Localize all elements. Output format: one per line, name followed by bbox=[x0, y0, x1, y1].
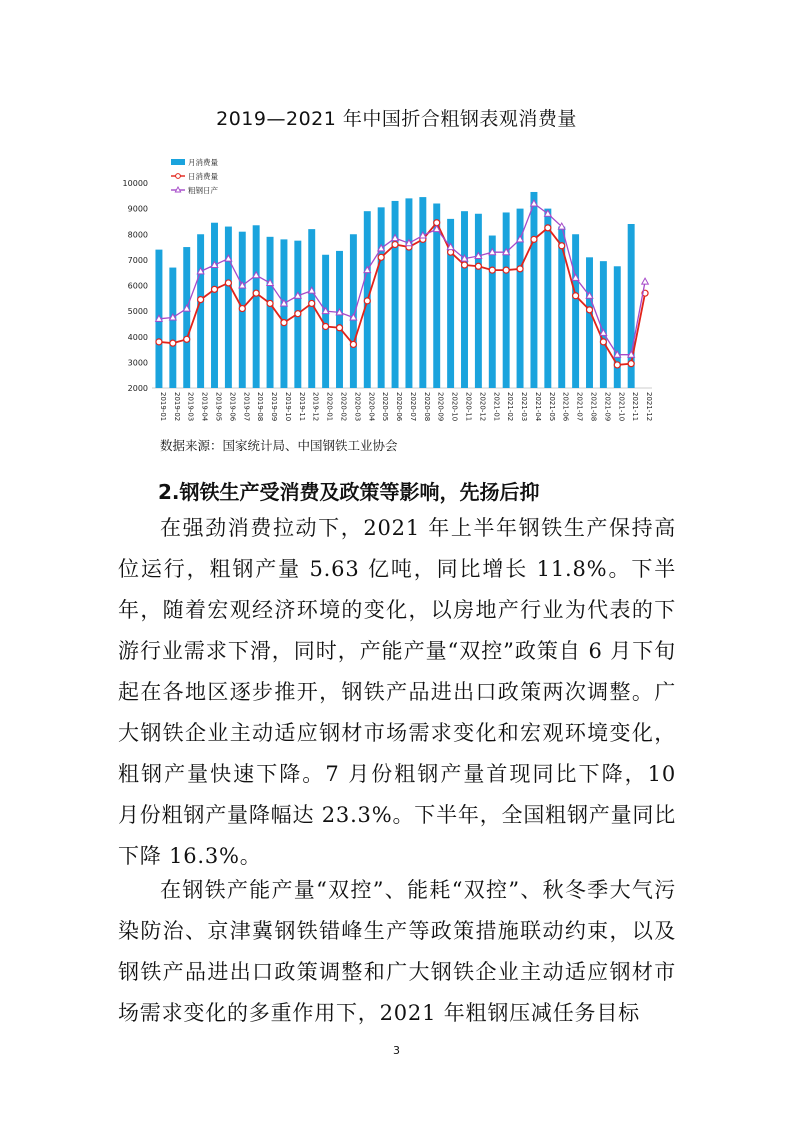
y-tick-label: 3000 bbox=[127, 358, 148, 368]
x-tick-label: 2019-09 bbox=[270, 392, 279, 422]
point bbox=[573, 293, 579, 299]
legend-label: 日消费量 bbox=[188, 172, 218, 181]
point bbox=[517, 266, 523, 272]
point bbox=[559, 243, 565, 249]
point bbox=[198, 297, 204, 303]
bar bbox=[169, 268, 176, 388]
point bbox=[392, 242, 398, 248]
x-tick-label: 2021-01 bbox=[492, 392, 501, 422]
point bbox=[337, 325, 343, 331]
point bbox=[545, 225, 551, 231]
x-tick-label: 2020-10 bbox=[450, 392, 459, 422]
point bbox=[642, 278, 649, 284]
chart-title: 2019—2021 年中国折合粗钢表观消费量 bbox=[216, 108, 577, 130]
x-tick-label: 2021-07 bbox=[575, 392, 584, 422]
consumption-chart bbox=[122, 150, 658, 430]
point bbox=[239, 306, 245, 312]
point bbox=[378, 254, 384, 260]
x-tick-label: 2021-06 bbox=[561, 392, 570, 422]
bar bbox=[475, 214, 482, 388]
y-tick-label: 2000 bbox=[127, 384, 148, 393]
point bbox=[448, 249, 454, 255]
x-tick-label: 2019-11 bbox=[297, 392, 306, 422]
x-tick-label: 2021-12 bbox=[645, 392, 654, 422]
point bbox=[281, 320, 287, 326]
x-tick-label: 2019-01 bbox=[158, 392, 167, 422]
x-tick-label: 2020-08 bbox=[422, 392, 431, 422]
x-tick-label: 2020-02 bbox=[339, 392, 348, 422]
point bbox=[531, 236, 537, 242]
y-tick-label: 5000 bbox=[127, 307, 148, 317]
x-tick-label: 2021-11 bbox=[631, 392, 640, 422]
point bbox=[462, 262, 468, 268]
point bbox=[364, 298, 370, 304]
x-tick-label: 2020-04 bbox=[367, 392, 376, 422]
point bbox=[600, 339, 606, 345]
x-tick-label: 2021-05 bbox=[547, 392, 556, 422]
point bbox=[628, 361, 634, 367]
bar bbox=[419, 197, 426, 388]
bar bbox=[197, 234, 204, 388]
legend-swatch bbox=[171, 159, 185, 165]
x-tick-label: 2019-12 bbox=[311, 392, 320, 422]
x-tick-label: 2021-04 bbox=[533, 392, 542, 422]
bar bbox=[405, 198, 412, 388]
point bbox=[323, 324, 329, 330]
x-tick-label: 2019-07 bbox=[242, 392, 251, 422]
x-tick-label: 2019-06 bbox=[228, 392, 237, 422]
paragraph-2: 在钢铁产能产量“双控”、能耗“双控”、秋冬季大气污染防治、京津冀钢铁错峰生产等政策措施联动约束，以及钢铁产品进出口政策调整和广大钢铁企业主动适应钢材市场需求变化的多重作用下，2021 年粗钢压减任务目标 bbox=[118, 878, 676, 1025]
x-tick-label: 2019-05 bbox=[214, 392, 223, 422]
y-tick-label: 8000 bbox=[127, 230, 148, 240]
bar bbox=[211, 223, 218, 388]
x-tick-label: 2021-09 bbox=[603, 392, 612, 422]
bar bbox=[572, 234, 579, 388]
bar bbox=[253, 225, 260, 388]
x-tick-label: 2021-08 bbox=[589, 392, 598, 422]
bar bbox=[225, 227, 232, 388]
x-tick-label: 2019-02 bbox=[172, 392, 181, 422]
x-tick-label: 2020-03 bbox=[353, 392, 362, 422]
page-number: 3 bbox=[393, 1044, 400, 1057]
bar bbox=[392, 201, 399, 388]
bar bbox=[530, 192, 537, 388]
x-tick-label: 2021-03 bbox=[520, 392, 529, 422]
point bbox=[587, 307, 593, 313]
x-tick-label: 2019-08 bbox=[256, 392, 265, 422]
bar bbox=[558, 227, 565, 388]
bar bbox=[614, 266, 621, 388]
point bbox=[267, 300, 273, 306]
bar bbox=[544, 209, 551, 388]
x-tick-label: 2020-06 bbox=[395, 392, 404, 422]
bar bbox=[586, 257, 593, 388]
x-tick-label: 2019-03 bbox=[186, 392, 195, 422]
x-tick-label: 2021-02 bbox=[506, 392, 515, 422]
bar bbox=[461, 211, 468, 388]
y-tick-label: 4000 bbox=[127, 332, 148, 342]
bar bbox=[183, 247, 190, 388]
x-tick-label: 2020-07 bbox=[408, 392, 417, 422]
point bbox=[156, 339, 162, 345]
x-tick-label: 2020-05 bbox=[381, 392, 390, 422]
y-tick-label: 10000 bbox=[122, 179, 148, 188]
point bbox=[295, 311, 301, 317]
bar bbox=[336, 251, 343, 388]
point bbox=[212, 286, 218, 292]
x-tick-label: 2020-12 bbox=[478, 392, 487, 422]
bar bbox=[489, 236, 496, 388]
legend-marker bbox=[176, 174, 181, 179]
point bbox=[184, 336, 190, 342]
bar bbox=[378, 207, 385, 388]
x-tick-label: 2020-09 bbox=[436, 392, 445, 422]
point bbox=[225, 280, 231, 286]
section-heading: 2.钢铁生产受消费及政策等影响，先扬后抑 bbox=[158, 480, 540, 504]
y-tick-label: 6000 bbox=[127, 281, 148, 291]
point bbox=[475, 263, 481, 269]
bar bbox=[503, 212, 510, 388]
x-tick-label: 2021-10 bbox=[617, 392, 626, 422]
x-tick-label: 2019-10 bbox=[283, 392, 292, 422]
legend-label: 月消费量 bbox=[188, 158, 218, 167]
paragraph-1: 在强劲消费拉动下，2021 年上半年钢铁生产保持高位运行，粗钢产量 5.63 亿吨，同比增长 11.8%。下半年，随着宏观经济环境的变化，以房地产行业为代表的下游行业需求下滑，同时，产能产量“双控”政策自 6 月下旬起在各地区逐步推开，钢铁产品进出口政策两次调整。广大钢铁企业主动适应钢材市场需求变化和宏观环境变化，粗钢产量快速下降。7 月份粗钢产量首现同比下降，10 月份粗钢产量降幅达 23.3%。下半年，全国粗钢产量同比下降 16.3%。 bbox=[118, 516, 676, 868]
point bbox=[170, 340, 176, 346]
point bbox=[503, 267, 509, 273]
y-tick-label: 7000 bbox=[127, 255, 148, 265]
y-tick-label: 9000 bbox=[127, 204, 148, 214]
point bbox=[350, 341, 356, 347]
point bbox=[309, 300, 315, 306]
x-tick-label: 2020-01 bbox=[325, 392, 334, 422]
point bbox=[489, 267, 495, 273]
data-source: 数据来源：国家统计局、中国钢铁工业协会 bbox=[160, 438, 398, 453]
point bbox=[253, 290, 259, 296]
x-tick-label: 2019-04 bbox=[200, 392, 209, 422]
bar bbox=[280, 239, 287, 388]
point bbox=[614, 362, 620, 368]
legend-label: 粗钢日产 bbox=[188, 186, 218, 195]
x-tick-label: 2020-11 bbox=[464, 392, 473, 422]
bar bbox=[267, 237, 274, 388]
